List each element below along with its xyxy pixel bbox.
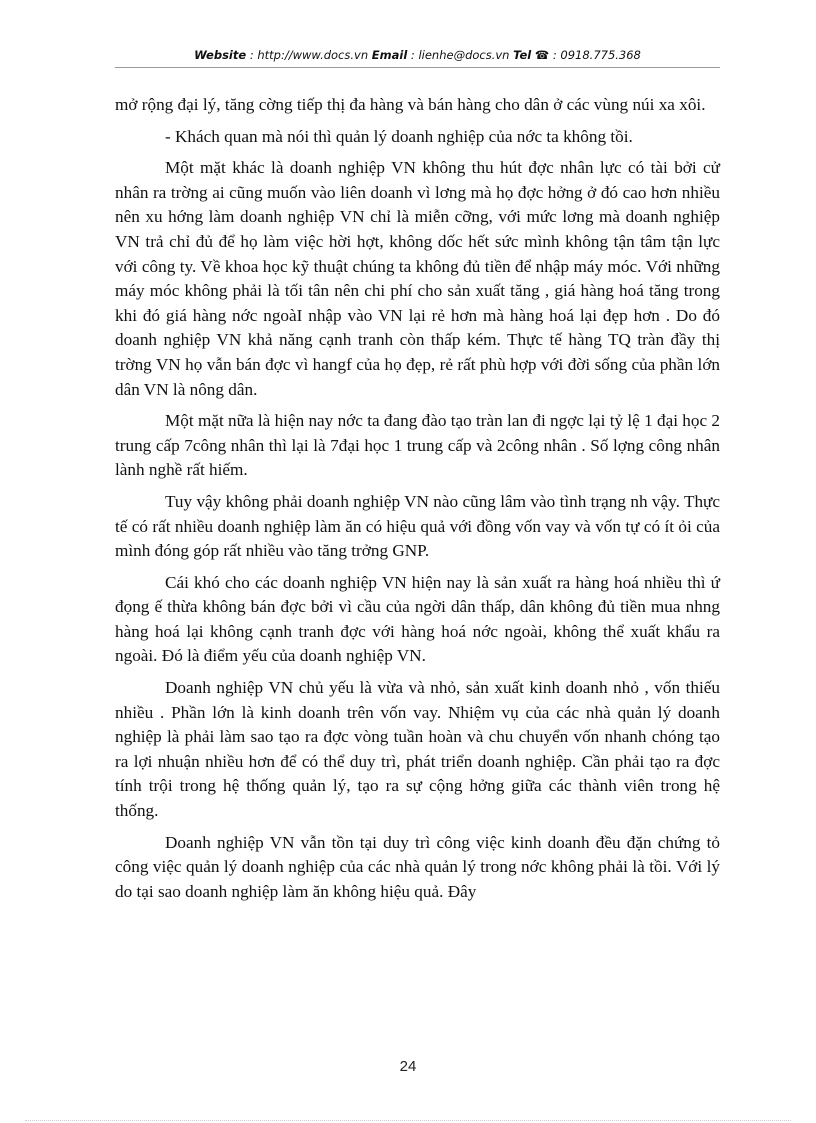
tel-label: Tel — [513, 48, 532, 62]
email-label: Email — [371, 48, 408, 62]
paragraph: mở rộng đại lý, tăng cờng tiếp thị đa hàng và bán hàng cho dân ở các vùng núi xa xôi. — [115, 95, 706, 114]
website-label: Website — [194, 48, 247, 62]
email-value: : lienhe@docs.vn — [407, 48, 514, 62]
page-number: 24 — [399, 1058, 417, 1075]
paragraph: Cái khó cho các doanh nghiệp VN hiện nay là sản xuất ra hàng hoá nhiều thì ứ đọng ế thừa không bán đợc bởi vì cầu của ngời dân thấp, dân không đủ tiền mua nhng hàng hoá lại không cạnh tranh đợc với hàng hoá nớc ngoài, không thể xuất khẩu ra ngoài. Đó là điểm yếu của doanh nghiệp VN. — [115, 572, 720, 666]
page-header — [115, 48, 720, 62]
paragraph: Một mặt nữa là hiện nay nớc ta đang đào tạo tràn lan đi ngợc lại tỷ lệ 1 đại học 2 trung cấp 7công nhân thì lại là 7đại học 1 trung cấp và 2công nhân . Số lợng công nhân lành nghề rất hiếm. — [115, 411, 720, 480]
paragraph: Doanh nghiệp VN vẫn tồn tại duy trì công việc kinh doanh đều đặn chứng tỏ công việc quản lý doanh nghiệp của các nhà quản lý trong nớc không phải là tồi. Với lý do tại sao doanh nghiệp làm ăn không hiệu quả. Đây — [115, 832, 720, 901]
document-body — [115, 93, 720, 911]
website-value: : http://www.docs.vn — [246, 48, 372, 62]
tel-value: ☎ : 0918.775.368 — [531, 48, 641, 62]
footer-divider — [25, 1120, 791, 1121]
header-divider — [115, 67, 720, 68]
paragraph: Tuy vậy không phải doanh nghiệp VN nào cũng lâm vào tình trạng nh vậy. Thực tế có rất nhiều doanh nghiệp làm ăn có hiệu quả với đồng vốn vay và vốn tự có ít ỏi của mình đóng góp rất nhiều vào tăng trởng GNP. — [115, 491, 720, 561]
paragraph: Doanh nghiệp VN chủ yếu là vừa và nhỏ, sản xuất kinh doanh nhỏ , vốn thiếu nhiều . Phần lớn là kinh doanh trên vốn vay. Nhiệm vụ của các nhà quản lý doanh nghiệp là phải làm sao tạo ra đợc vòng tuần hoàn và chu chuyển vốn nhanh chóng tạo ra lợi nhuận nhiều hơn để có thể duy trì, phát triển doanh nghiệp. Cần phải tạo ra đợc tính trội trong hệ thống quản lý, tạo ra sự cộng hởng giữa các thành viên trong hệ thống. — [115, 678, 720, 821]
paragraph: Một mặt khác là doanh nghiệp VN không thu hút đợc nhân lực có tài bởi cử nhân ra trờng ai cũng muốn vào liên doanh vì lơng mà họ đợc hởng ở đó cao hơn nhiều nên xu hớng làm doanh nghiệp VN chỉ là miễn cỡng, với mức lơng mà doanh nghiệp VN trả chỉ đủ để họ làm việc hời hợt, không dốc hết sức mình không tận tâm tận lực với công ty. Về khoa học kỹ thuật chúng ta không đủ tiền để nhập máy móc. Với những máy móc không phải là tối tân nên chi phí cho sản xuất tăng , giá hàng hoá tăng trong khi đó giá hàng nớc ngoàI nhập vào VN lại rẻ hơn mà hàng hoá lại đẹp hơn . Do đó doanh nghiệp VN khả năng cạnh tranh còn thấp kém. Thực tế hàng TQ tràn đầy thị trờng VN họ vẫn bán đợc vì hangf của họ đẹp, rẻ rất phù hợp với đời sống của phần lớn dân VN là nông dân. — [115, 158, 720, 399]
paragraph: - Khách quan mà nói thì quản lý doanh nghiệp của nớc ta không tồi. — [165, 126, 633, 146]
